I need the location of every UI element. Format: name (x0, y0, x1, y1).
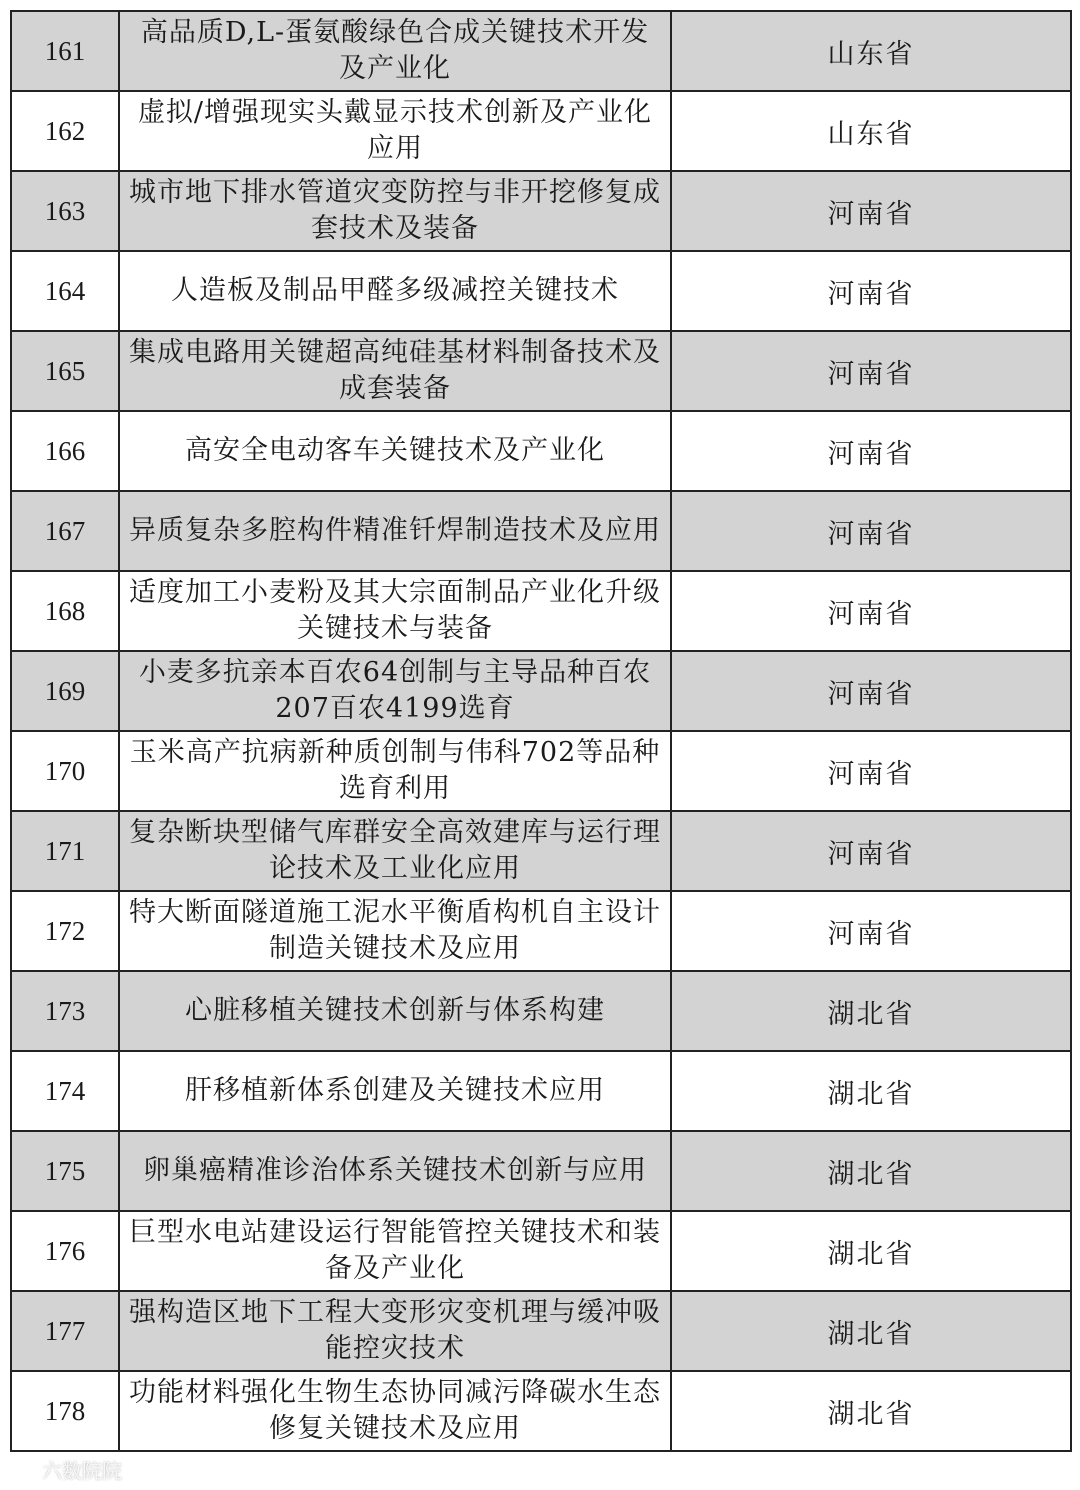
project-name: 小麦多抗亲本百农64创制与主导品种百农207百农4199选育 (119, 651, 671, 731)
row-number: 169 (11, 651, 119, 731)
project-name: 强构造区地下工程大变形灾变机理与缓冲吸能控灾技术 (119, 1291, 671, 1371)
row-number: 166 (11, 411, 119, 491)
table-row (11, 731, 1071, 811)
row-number: 163 (11, 171, 119, 251)
province: 河南省 (671, 891, 1071, 971)
project-name: 虚拟/增强现实头戴显示技术创新及产业化应用 (119, 91, 671, 171)
table-row (11, 971, 1071, 1051)
row-number: 170 (11, 731, 119, 811)
project-name: 巨型水电站建设运行智能管控关键技术和装备及产业化 (119, 1211, 671, 1291)
province: 河南省 (671, 251, 1071, 331)
row-number: 168 (11, 571, 119, 651)
province: 湖北省 (671, 1211, 1071, 1291)
project-name: 卵巢癌精准诊治体系关键技术创新与应用 (119, 1131, 671, 1211)
project-name: 复杂断块型储气库群安全高效建库与运行理论技术及工业化应用 (119, 811, 671, 891)
province: 湖北省 (671, 1371, 1071, 1451)
province: 湖北省 (671, 1051, 1071, 1131)
row-number: 178 (11, 1371, 119, 1451)
row-number: 176 (11, 1211, 119, 1291)
wechat-icon (12, 1459, 38, 1481)
table-row (11, 11, 1071, 91)
province: 湖北省 (671, 1131, 1071, 1211)
awards-table (10, 10, 1072, 1452)
province: 河南省 (671, 331, 1071, 411)
table-row (11, 571, 1071, 651)
row-number: 174 (11, 1051, 119, 1131)
table-row (11, 491, 1071, 571)
province: 湖北省 (671, 971, 1071, 1051)
table-row (11, 1371, 1071, 1451)
province: 河南省 (671, 651, 1071, 731)
project-name: 异质复杂多腔构件精准钎焊制造技术及应用 (119, 491, 671, 571)
row-number: 175 (11, 1131, 119, 1211)
project-name: 功能材料强化生物生态协同减污降碳水生态修复关键技术及应用 (119, 1371, 671, 1451)
row-number: 161 (11, 11, 119, 91)
table-row (11, 1131, 1071, 1211)
row-number: 171 (11, 811, 119, 891)
watermark (12, 1455, 122, 1484)
province: 山东省 (671, 11, 1071, 91)
table-body (11, 11, 1071, 1451)
project-name: 心脏移植关键技术创新与体系构建 (119, 971, 671, 1051)
province: 河南省 (671, 411, 1071, 491)
row-number: 164 (11, 251, 119, 331)
province: 河南省 (671, 171, 1071, 251)
project-name: 肝移植新体系创建及关键技术应用 (119, 1051, 671, 1131)
project-name: 城市地下排水管道灾变防控与非开挖修复成套技术及装备 (119, 171, 671, 251)
table-row (11, 331, 1071, 411)
table-row (11, 1291, 1071, 1371)
province: 河南省 (671, 731, 1071, 811)
province: 湖北省 (671, 1291, 1071, 1371)
row-number: 162 (11, 91, 119, 171)
watermark-text: 六数院院 (42, 1459, 122, 1483)
table-row (11, 1211, 1071, 1291)
province: 山东省 (671, 91, 1071, 171)
province: 河南省 (671, 811, 1071, 891)
row-number: 177 (11, 1291, 119, 1371)
row-number: 167 (11, 491, 119, 571)
table-row (11, 1051, 1071, 1131)
project-name: 玉米高产抗病新种质创制与伟科702等品种选育利用 (119, 731, 671, 811)
table-row (11, 891, 1071, 971)
province: 河南省 (671, 571, 1071, 651)
table-row (11, 251, 1071, 331)
row-number: 172 (11, 891, 119, 971)
project-name: 高品质D,L-蛋氨酸绿色合成关键技术开发及产业化 (119, 11, 671, 91)
table-row (11, 651, 1071, 731)
table-row (11, 91, 1071, 171)
project-name: 适度加工小麦粉及其大宗面制品产业化升级关键技术与装备 (119, 571, 671, 651)
project-name: 特大断面隧道施工泥水平衡盾构机自主设计制造关键技术及应用 (119, 891, 671, 971)
row-number: 165 (11, 331, 119, 411)
table-row (11, 171, 1071, 251)
table-row (11, 411, 1071, 491)
row-number: 173 (11, 971, 119, 1051)
project-name: 集成电路用关键超高纯硅基材料制备技术及成套装备 (119, 331, 671, 411)
table-row (11, 811, 1071, 891)
province: 河南省 (671, 491, 1071, 571)
project-name: 高安全电动客车关键技术及产业化 (119, 411, 671, 491)
project-name: 人造板及制品甲醛多级减控关键技术 (119, 251, 671, 331)
